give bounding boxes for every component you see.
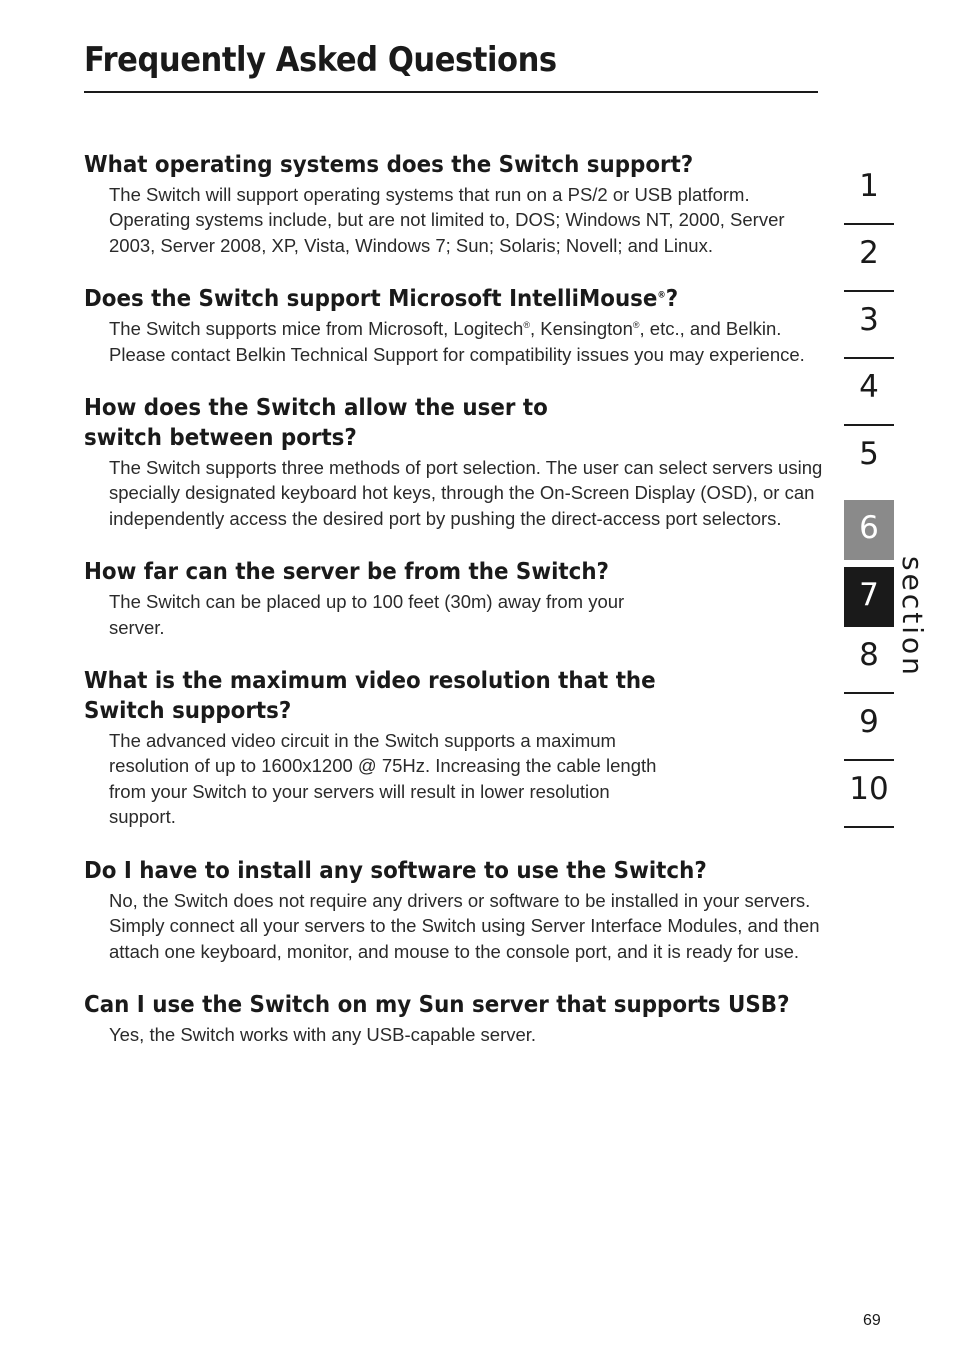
faq-answer (109, 316, 824, 367)
faq-item (84, 393, 824, 531)
section-tab-number: 9 (859, 704, 879, 740)
title-rule (84, 91, 818, 93)
faq-answer-part: , etc., and Belkin. Please contact Belkin Technical Support for compatibility issues you may experience. (109, 318, 805, 365)
section-tab-number: 2 (859, 235, 879, 271)
section-tab-1[interactable] (844, 158, 894, 225)
faq-question: How far can the server be from the Switch? (84, 559, 609, 586)
page-number: 69 (863, 1312, 881, 1329)
faq-question (84, 284, 827, 314)
section-nav (844, 158, 894, 828)
faq-item (84, 284, 824, 367)
faq-answer-part: The Switch supports mice from Microsoft, Logitech (109, 318, 524, 340)
faq-question: What operating systems does the Switch support? (84, 152, 694, 178)
section-tab-7-current[interactable] (844, 567, 894, 627)
faq-question-end: ? (665, 286, 679, 313)
section-tab-number: 6 (859, 510, 879, 546)
section-tab-4[interactable] (844, 359, 894, 426)
page-title: Frequently Asked Questions (84, 40, 557, 80)
registered-mark: ® (632, 320, 640, 331)
section-label: section (896, 556, 929, 678)
section-tab-8[interactable] (844, 627, 894, 694)
section-tab-3[interactable] (844, 292, 894, 359)
faq-answer: The Switch can be placed up to 100 feet (30m) away from your server. (109, 591, 625, 638)
faq-question: How does the Switch allow the user to switch between ports? (84, 395, 548, 452)
section-tab-number: 1 (859, 168, 879, 204)
registered-mark: ® (523, 320, 530, 331)
faq-answer: No, the Switch does not require any drivers or software to be installed in your servers. Simply connect all your servers to the Switch using Server Interface Modules, and then attach one keyboard, monitor, and mouse to the console port, and it is ready for use. (109, 889, 820, 962)
faq-answer: The Switch will support operating systems that run on a PS/2 or USB platform. Operating systems include, but are not limited to, DOS; Windows NT, 2000, Server 2003, Server 2008, XP, Vista, Windows 7; Sun; Solaris; Novell; and Linux. (109, 184, 785, 256)
section-tab-number: 5 (859, 436, 879, 472)
section-tab-number: 8 (859, 637, 879, 673)
section-tab-number: 7 (859, 577, 879, 613)
faq-list (84, 150, 824, 1073)
faq-item (84, 557, 824, 640)
section-tab-number: 10 (849, 771, 889, 807)
faq-item (84, 856, 824, 964)
section-tab-10[interactable] (844, 761, 894, 828)
faq-answer: The advanced video circuit in the Switch supports a maximum resolution of up to 1600x1200 @ 75Hz. Increasing the cable length from your Switch to your servers will result in lower resolution support. (109, 730, 657, 828)
faq-answer-part: , Kensington (530, 318, 633, 340)
faq-answer: The Switch supports three methods of port selection. The user can select servers using specially designated keyboard hot keys, through the On-Screen Display (OSD), or can independently access the desired port by pushing the direct-access port selectors. (109, 457, 823, 529)
faq-item (84, 990, 824, 1047)
faq-item (84, 666, 824, 830)
faq-question: Can I use the Switch on my Sun server that supports USB? (84, 991, 790, 1018)
section-tab-6[interactable] (844, 500, 894, 560)
section-tab-number: 4 (859, 369, 879, 405)
section-tab-5[interactable] (844, 426, 894, 493)
section-tab-2[interactable] (844, 225, 894, 292)
section-tab-9[interactable] (844, 694, 894, 761)
faq-item (84, 150, 824, 258)
section-tab-number: 3 (859, 302, 879, 338)
faq-question: What is the maximum video resolution that the Switch supports? (84, 668, 656, 725)
faq-answer: Yes, the Switch works with any USB-capable server. (109, 1023, 537, 1045)
faq-question-text: Does the Switch support Microsoft IntelliMouse (84, 286, 658, 313)
registered-mark: ® (657, 290, 666, 301)
faq-question: Do I have to install any software to use the Switch? (84, 857, 707, 884)
